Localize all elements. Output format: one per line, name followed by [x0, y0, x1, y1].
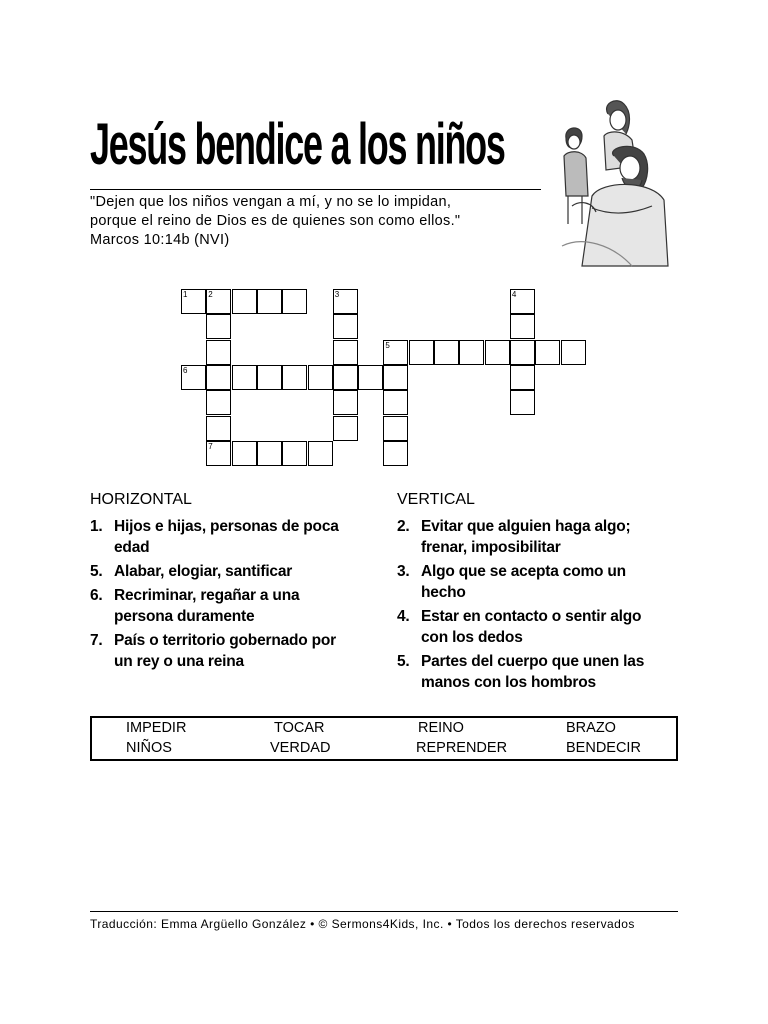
clue-number-label: 5: [385, 340, 390, 350]
clue-text: Algo que se acepta como un: [421, 563, 626, 580]
crossword-cell[interactable]: [308, 441, 333, 466]
verse-line: porque el reino de Dios es de quienes son como ellos.": [90, 213, 461, 229]
crossword-cell[interactable]: [282, 365, 307, 390]
crossword-cell[interactable]: [485, 340, 510, 365]
word-bank-item: NIÑOS: [126, 740, 172, 756]
crossword-cell[interactable]: [510, 314, 535, 339]
crossword-cell[interactable]: [383, 390, 408, 415]
clue-item: [397, 561, 691, 603]
crossword-cell[interactable]: [282, 441, 307, 466]
word-bank-item: IMPEDIR: [126, 720, 187, 736]
crossword-cell[interactable]: [308, 365, 333, 390]
clue-item: [90, 516, 384, 558]
word-bank-item: REPRENDER: [416, 740, 508, 756]
clue-item: [90, 561, 384, 582]
clue-item: [397, 606, 691, 648]
page-title: Jesús bendice a los niños: [90, 112, 505, 177]
crossword-cell[interactable]: [333, 416, 358, 441]
crossword-cell[interactable]: [383, 365, 408, 390]
clue-text: con los dedos: [421, 629, 523, 646]
crossword-cell[interactable]: [409, 340, 434, 365]
crossword-cell[interactable]: [510, 390, 535, 415]
crossword-cell[interactable]: [206, 390, 231, 415]
clue-item: [90, 585, 384, 627]
clue-number: 6.: [90, 587, 103, 604]
crossword-cell[interactable]: [510, 340, 535, 365]
word-bank-item: VERDAD: [270, 740, 331, 756]
clue-number-label: 6: [183, 365, 188, 375]
clue-item: [397, 651, 691, 693]
clue-number-label: 2: [208, 290, 213, 299]
crossword-cell[interactable]: [561, 340, 586, 365]
crossword-cell[interactable]: [383, 416, 408, 441]
footer-credits: Traducción: Emma Argüello González • © Sermons4Kids, Inc. • Todos los derechos reservados: [90, 917, 635, 931]
crossword-cell[interactable]: [333, 365, 358, 390]
clue-item: [397, 516, 691, 558]
clue-number-label: 7: [208, 441, 213, 451]
crossword-cell[interactable]: [206, 314, 231, 339]
clue-text: País o territorio gobernado por: [114, 632, 337, 649]
title-divider: [90, 189, 541, 190]
clue-text: Hijos e hijas, personas de poca: [114, 518, 339, 535]
clue-number: 2.: [397, 518, 410, 535]
crossword-cell[interactable]: [383, 441, 408, 466]
crossword-cell[interactable]: [358, 365, 383, 390]
crossword-cell[interactable]: [333, 390, 358, 415]
horizontal-clues: [90, 490, 384, 675]
clue-number: 1.: [90, 518, 103, 535]
clue-number: 3.: [397, 563, 410, 580]
clue-number-label: 4: [511, 290, 517, 299]
crossword-cell[interactable]: [206, 340, 231, 365]
clue-item: [90, 630, 384, 672]
clue-text: frenar, imposibilitar: [421, 539, 561, 556]
clue-text: Estar en contacto o sentir algo: [421, 608, 642, 625]
scripture-verse: [90, 193, 460, 250]
word-bank-item: REINO: [418, 720, 464, 736]
crossword-cell[interactable]: [434, 340, 459, 365]
clue-text: edad: [114, 539, 150, 556]
footer-divider: [90, 911, 678, 912]
word-bank-item: BENDECIR: [566, 740, 641, 756]
clue-text: hecho: [421, 584, 466, 601]
clue-text: manos con los hombros: [421, 674, 596, 691]
clue-text: persona duramente: [114, 608, 255, 625]
crossword-cell[interactable]: [206, 416, 231, 441]
clue-number-label: 1: [183, 290, 188, 299]
crossword-cell[interactable]: [257, 441, 282, 466]
crossword-cell[interactable]: [535, 340, 560, 365]
horizontal-heading: HORIZONTAL: [90, 491, 192, 508]
jesus-children-illustration: [552, 96, 670, 268]
word-bank-item: BRAZO: [566, 720, 616, 736]
crossword-cell[interactable]: [459, 340, 484, 365]
clue-text: Alabar, elogiar, santificar: [114, 563, 293, 580]
crossword-cell[interactable]: [232, 289, 257, 314]
clue-number: 5.: [90, 563, 103, 580]
verse-reference: Marcos 10:14b (NVI): [90, 232, 230, 248]
verse-line: "Dejen que los niños vengan a mí, y no se lo impidan,: [90, 194, 452, 210]
vertical-clues: [397, 490, 691, 696]
crossword-cell[interactable]: [257, 289, 282, 314]
vertical-heading: VERTICAL: [397, 491, 475, 508]
crossword-cell[interactable]: [257, 365, 282, 390]
clue-number: 5.: [397, 653, 410, 670]
clue-text: Partes del cuerpo que unen las: [421, 653, 645, 670]
clue-text: Evitar que alguien haga algo;: [421, 518, 631, 535]
crossword-cell[interactable]: [510, 365, 535, 390]
clue-number: 4.: [397, 608, 410, 625]
word-bank: [90, 716, 678, 761]
word-bank-item: TOCAR: [274, 720, 325, 736]
crossword-cell[interactable]: [282, 289, 307, 314]
clue-number: 7.: [90, 632, 103, 649]
crossword-cell[interactable]: [232, 365, 257, 390]
crossword-cell[interactable]: [206, 365, 231, 390]
clue-text: Recriminar, regañar a una: [114, 587, 300, 604]
crossword-cell[interactable]: [333, 340, 358, 365]
crossword-cell[interactable]: [333, 314, 358, 339]
clue-number-label: 3: [334, 290, 340, 299]
clue-text: un rey o una reina: [114, 653, 244, 670]
crossword-cell[interactable]: [232, 441, 257, 466]
